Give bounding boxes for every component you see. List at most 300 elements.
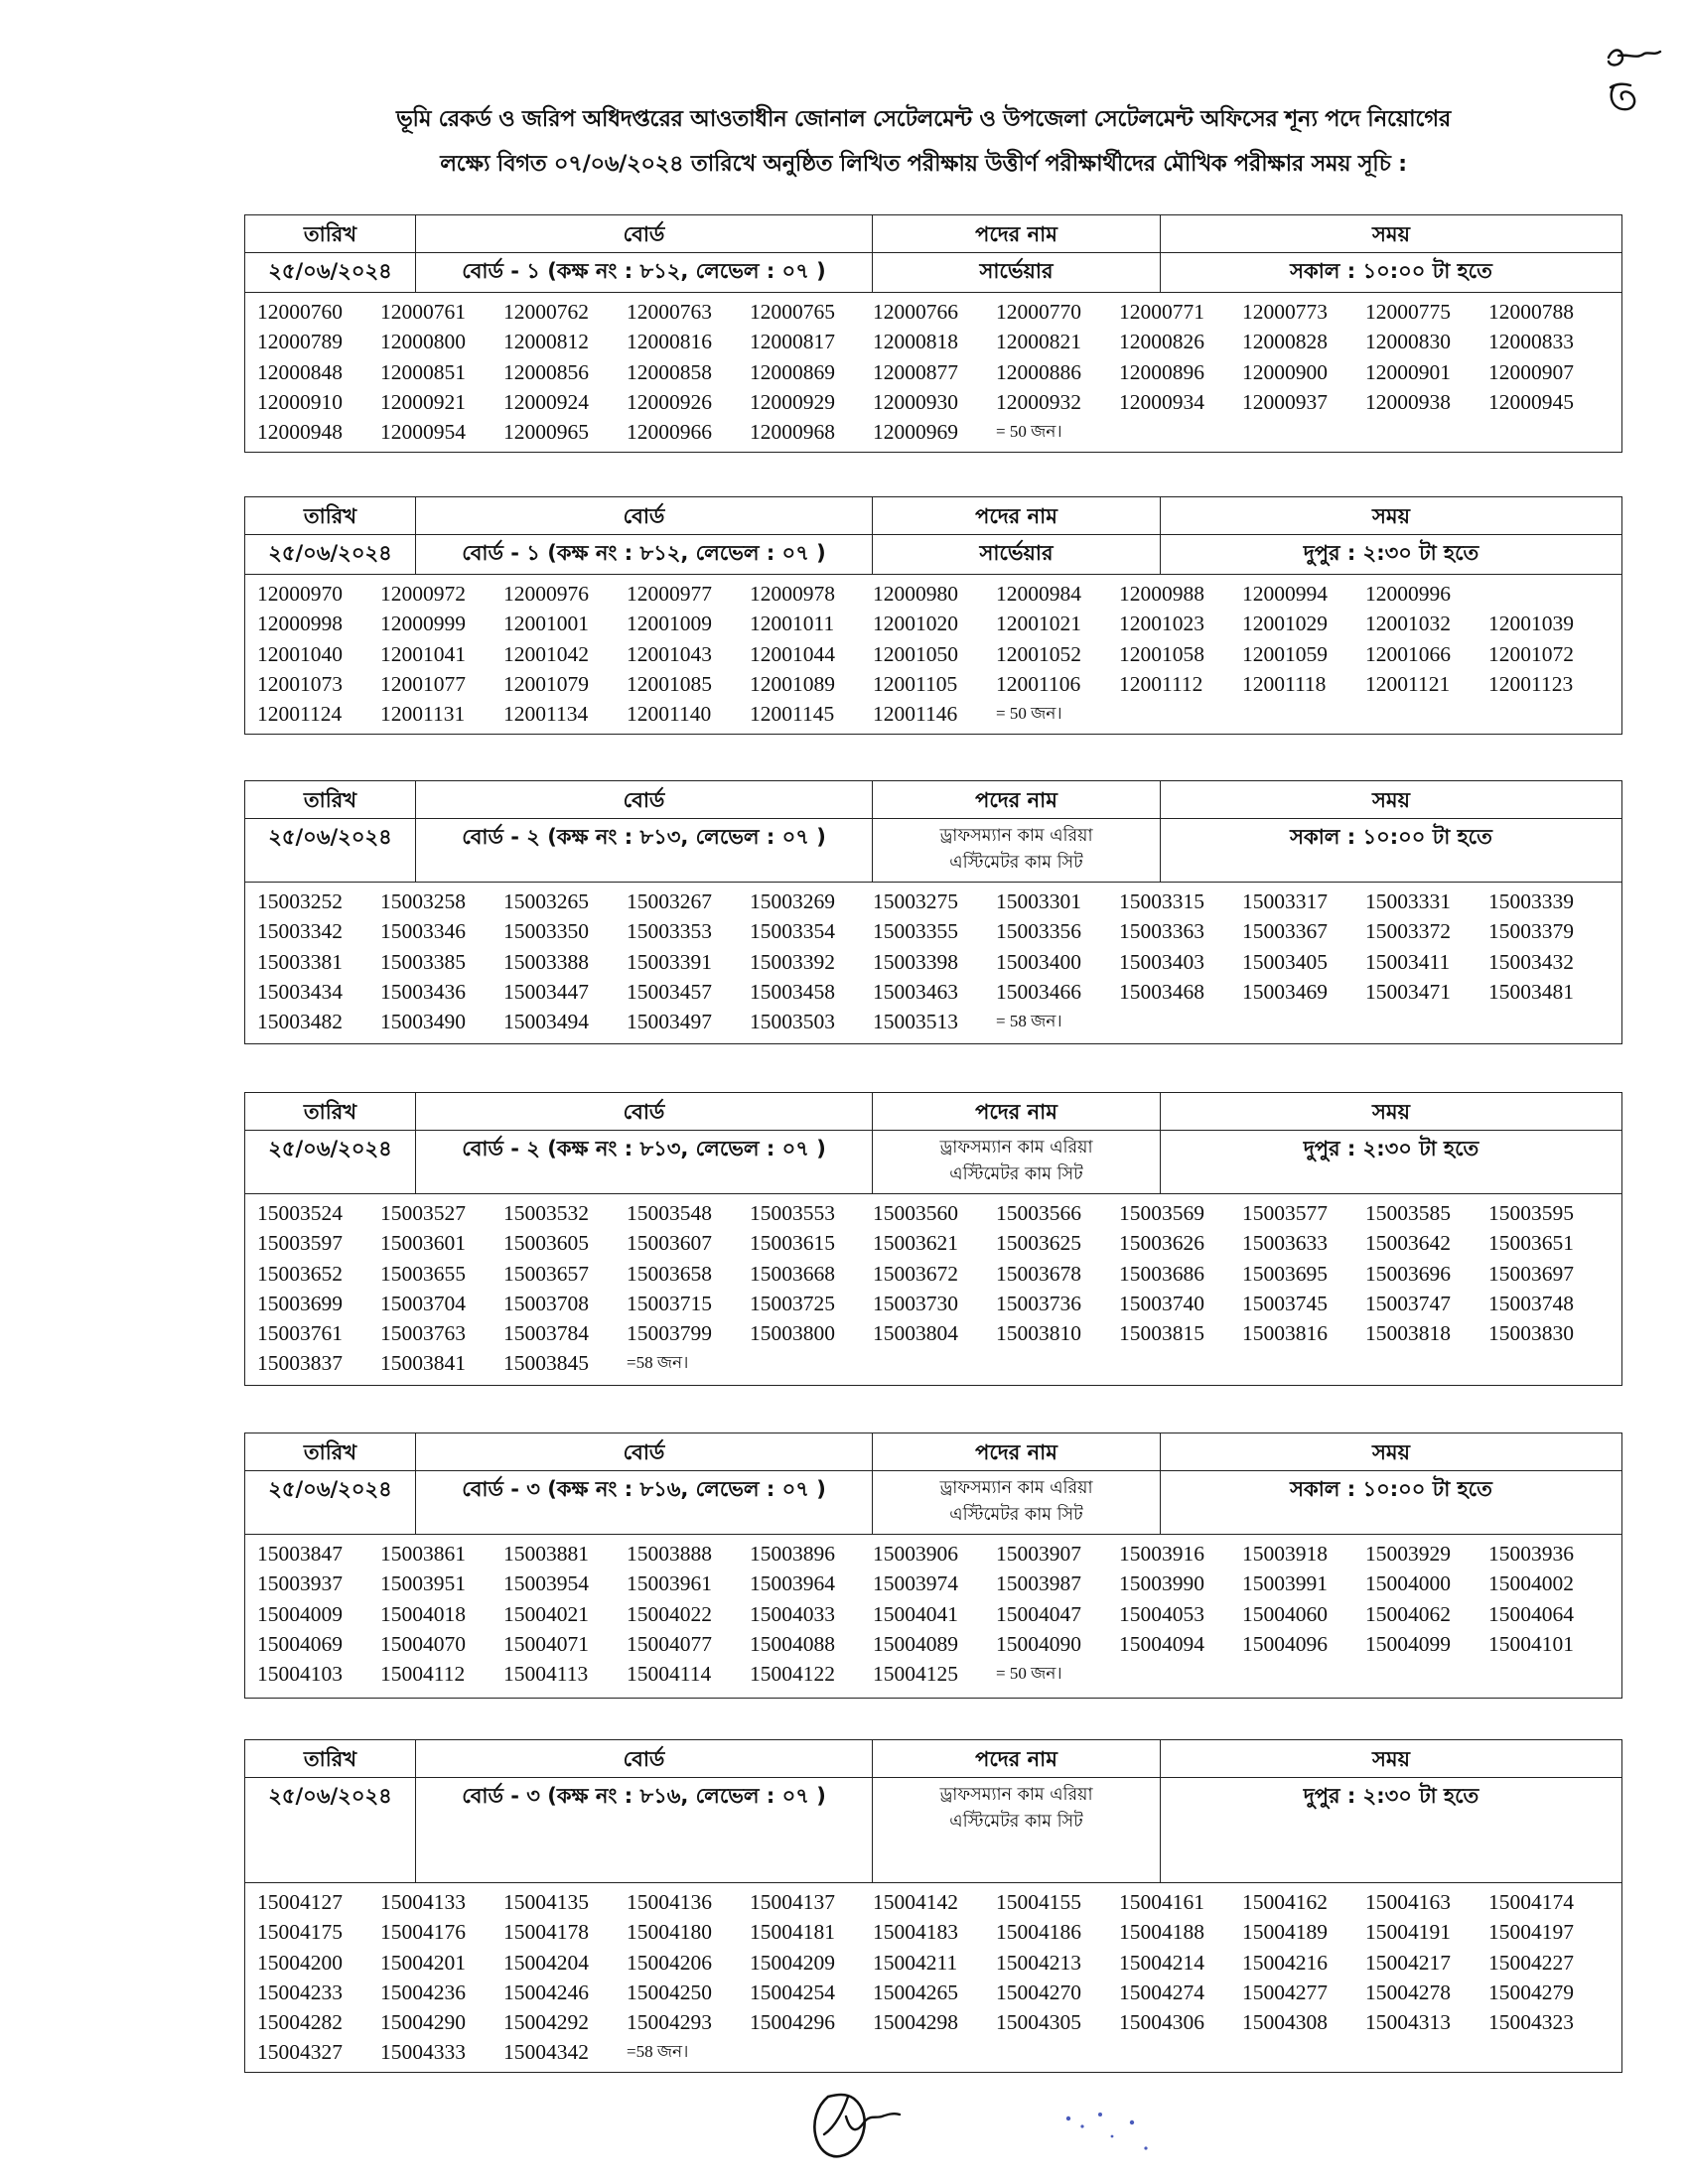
roll-number: 15003497 <box>627 1010 712 1034</box>
roll-number: 15003937 <box>257 1571 343 1596</box>
roll-number: 12000886 <box>996 359 1081 384</box>
roll-number: 15003317 <box>1242 889 1328 913</box>
roll-number: 15003672 <box>873 1261 958 1286</box>
roll-number: 15004053 <box>1119 1601 1204 1626</box>
roll-number: 15003490 <box>380 1010 466 1034</box>
roll-number: 15004342 <box>503 2040 589 2065</box>
roll-number: 12001011 <box>750 612 835 636</box>
roll-number: 12000761 <box>380 300 466 324</box>
post-name <box>873 1131 1161 1193</box>
roll-number: 12000929 <box>750 389 835 414</box>
roll-number: 12000766 <box>873 300 958 324</box>
roll-number-row <box>257 1348 1612 1378</box>
roll-number: 12000856 <box>503 359 589 384</box>
roll-number: 15003436 <box>380 979 466 1004</box>
roll-number: 15003355 <box>873 919 958 944</box>
roll-number: 15003745 <box>1242 1291 1328 1315</box>
roll-number: 15004133 <box>380 1890 466 1914</box>
roll-number: 15003615 <box>750 1231 835 1256</box>
title-line-1: ভূমি রেকর্ড ও জরিপ অধিদপ্তরের আওতাধীন জোনাল সেটেলমেন্ট ও উপজেলা সেটেলমেন্ট অফিসের শূন্য পদে নিয়োগের <box>396 106 1451 132</box>
roll-number: 12000775 <box>1365 300 1451 324</box>
roll-number: 12000948 <box>257 420 343 445</box>
board-header: বোর্ড <box>416 215 873 252</box>
roll-number: 15003595 <box>1488 1201 1574 1225</box>
roll-number: 15003379 <box>1488 919 1574 944</box>
roll-number-row <box>257 609 1612 638</box>
schedule-block <box>244 214 1622 453</box>
board-header: বোর্ড <box>416 497 873 534</box>
roll-number: 15003907 <box>996 1542 1081 1566</box>
post-name-line-1: ড্রাফসম্যান কাম এরিয়া <box>939 1785 1093 1805</box>
roll-number: 12001124 <box>257 702 343 727</box>
exam-time: দুপুর : ২:৩০ টা হতে <box>1303 541 1479 565</box>
roll-number: 12000833 <box>1488 330 1574 354</box>
board-header: বোর্ড <box>416 781 873 818</box>
candidate-total: = 50 জন। <box>996 1664 1062 1684</box>
roll-number: 15003784 <box>503 1321 589 1346</box>
roll-number-row <box>257 1198 1612 1228</box>
roll-number: 15004033 <box>750 1601 835 1626</box>
roll-number: 15004064 <box>1488 1601 1574 1626</box>
roll-number: 15004246 <box>503 1979 589 2004</box>
exam-date: ২৫/০৬/২০২৪ <box>245 1131 416 1193</box>
header-row <box>245 781 1621 819</box>
roll-number: 15004071 <box>503 1631 589 1656</box>
roll-number: 15003524 <box>257 1201 343 1225</box>
roll-number: 15004000 <box>1365 1571 1451 1596</box>
roll-number: 15004041 <box>873 1601 958 1626</box>
roll-number-list <box>245 293 1621 450</box>
roll-number: 12000921 <box>380 389 466 414</box>
roll-number: 15003740 <box>1119 1291 1204 1315</box>
roll-number: 15004176 <box>380 1920 466 1945</box>
roll-number: 15004211 <box>873 1950 958 1975</box>
roll-number: 12001032 <box>1365 612 1451 636</box>
roll-number: 15003704 <box>380 1291 466 1315</box>
roll-number: 15004213 <box>996 1950 1081 1975</box>
roll-number: 12000858 <box>627 359 712 384</box>
roll-number: 12001089 <box>750 671 835 696</box>
roll-number-row <box>257 639 1612 669</box>
roll-number: 15004209 <box>750 1950 835 1975</box>
roll-number: 15003990 <box>1119 1571 1204 1596</box>
roll-number-row <box>257 1978 1612 2007</box>
roll-number: 12000994 <box>1242 582 1328 606</box>
post-name <box>873 1471 1161 1534</box>
schedule-block <box>244 1739 1622 2073</box>
roll-number: 15003697 <box>1488 1261 1574 1286</box>
roll-number: 15004306 <box>1119 2010 1204 2035</box>
roll-number: 15003725 <box>750 1291 835 1315</box>
roll-number: 15003569 <box>1119 1201 1204 1225</box>
roll-number: 15003800 <box>750 1321 835 1346</box>
roll-number: 12000924 <box>503 389 589 414</box>
roll-number: 15004162 <box>1242 1890 1328 1914</box>
info-row <box>245 535 1621 575</box>
roll-number-row <box>257 327 1612 356</box>
roll-number: 15003463 <box>873 979 958 1004</box>
roll-number: 15004070 <box>380 1631 466 1656</box>
post-name-line-1: সার্ভেয়ার <box>979 541 1054 565</box>
roll-number: 15004090 <box>996 1631 1081 1656</box>
roll-number-list <box>245 1194 1621 1382</box>
schedule-block <box>244 1433 1622 1699</box>
roll-number-row <box>257 297 1612 327</box>
schedule-block <box>244 496 1622 735</box>
roll-number: 15003411 <box>1365 949 1451 974</box>
info-row <box>245 1471 1621 1535</box>
roll-number: 15003708 <box>503 1291 589 1315</box>
roll-number: 15003761 <box>257 1321 343 1346</box>
roll-number: 15003696 <box>1365 1261 1451 1286</box>
roll-number-row <box>257 977 1612 1007</box>
roll-number: 12001079 <box>503 671 589 696</box>
roll-number: 15003469 <box>1242 979 1328 1004</box>
roll-number: 15004135 <box>503 1890 589 1914</box>
exam-time: সকাল : ১০:০০ টা হতে <box>1290 1477 1492 1501</box>
roll-number: 15003481 <box>1488 979 1574 1004</box>
post-name <box>873 253 1161 292</box>
info-row <box>245 253 1621 293</box>
roll-number: 15003818 <box>1365 1321 1451 1346</box>
roll-number: 12001040 <box>257 641 343 666</box>
roll-number: 12001146 <box>873 702 958 727</box>
roll-number: 15003466 <box>996 979 1081 1004</box>
roll-number: 12000945 <box>1488 389 1574 414</box>
roll-number: 15003527 <box>380 1201 466 1225</box>
roll-number-row <box>257 1659 1612 1689</box>
roll-number-row <box>257 916 1612 946</box>
roll-number: 12000830 <box>1365 330 1451 354</box>
document-title <box>238 97 1609 187</box>
roll-number-row <box>257 357 1612 387</box>
exam-time: দুপুর : ২:৩০ টা হতে <box>1303 1784 1479 1808</box>
roll-number: 15004206 <box>627 1950 712 1975</box>
roll-number: 12000770 <box>996 300 1081 324</box>
roll-number: 15004127 <box>257 1890 343 1914</box>
roll-number: 15003605 <box>503 1231 589 1256</box>
roll-number: 15004009 <box>257 1601 343 1626</box>
roll-number: 15003398 <box>873 949 958 974</box>
roll-number: 12000968 <box>750 420 835 445</box>
roll-number: 12001058 <box>1119 641 1204 666</box>
roll-number: 15004233 <box>257 1979 343 2004</box>
roll-number: 15003275 <box>873 889 958 913</box>
roll-number: 15003847 <box>257 1542 343 1566</box>
roll-number: 12000877 <box>873 359 958 384</box>
roll-number: 12001042 <box>503 641 589 666</box>
roll-number: 15004113 <box>503 1662 589 1687</box>
roll-number: 15003916 <box>1119 1542 1204 1566</box>
roll-number: 15004178 <box>503 1920 589 1945</box>
roll-number-row <box>257 947 1612 977</box>
roll-number: 15003503 <box>750 1010 835 1034</box>
roll-number: 15003929 <box>1365 1542 1451 1566</box>
roll-number: 15004089 <box>873 1631 958 1656</box>
roll-number: 15003936 <box>1488 1542 1574 1566</box>
roll-number: 15003400 <box>996 949 1081 974</box>
roll-number: 15004077 <box>627 1631 712 1656</box>
roll-number: 12001072 <box>1488 641 1574 666</box>
info-row <box>245 1131 1621 1194</box>
roll-number: 15003633 <box>1242 1231 1328 1256</box>
roll-number: 15004292 <box>503 2010 589 2035</box>
roll-number: 15003354 <box>750 919 835 944</box>
roll-number-row <box>257 1917 1612 1947</box>
exam-time: সকাল : ১০:০০ টা হতে <box>1290 825 1492 849</box>
roll-number: 15003652 <box>257 1261 343 1286</box>
post-name-line-2: এস্টিমেটর কাম সিট <box>949 1164 1083 1184</box>
roll-number: 15003748 <box>1488 1291 1574 1315</box>
roll-number: 15003626 <box>1119 1231 1204 1256</box>
roll-number: 15004163 <box>1365 1890 1451 1914</box>
roll-number: 15004282 <box>257 2010 343 2035</box>
roll-number: 12000788 <box>1488 300 1574 324</box>
roll-number: 15004189 <box>1242 1920 1328 1945</box>
roll-number: 15003458 <box>750 979 835 1004</box>
post-name <box>873 535 1161 574</box>
roll-number: 15003265 <box>503 889 589 913</box>
roll-number-row <box>257 887 1612 916</box>
post-header: পদের নাম <box>873 1433 1161 1470</box>
roll-number: 12000900 <box>1242 359 1328 384</box>
roll-number: 15003816 <box>1242 1321 1328 1346</box>
roll-number: 15003346 <box>380 919 466 944</box>
roll-number: 15003881 <box>503 1542 589 1566</box>
exam-date: ২৫/০৬/২০২৪ <box>245 253 416 292</box>
roll-number-row <box>257 669 1612 699</box>
roll-number: 15004161 <box>1119 1890 1204 1914</box>
date-header: তারিখ <box>245 215 416 252</box>
roll-number: 12000984 <box>996 582 1081 606</box>
roll-number: 12000800 <box>380 330 466 354</box>
roll-number: 15004181 <box>750 1920 835 1945</box>
roll-number: 15004069 <box>257 1631 343 1656</box>
post-header: পদের নাম <box>873 781 1161 818</box>
roll-number: 15004062 <box>1365 1601 1451 1626</box>
roll-number: 15003388 <box>503 949 589 974</box>
roll-number: 12000999 <box>380 612 466 636</box>
date-header: তারিখ <box>245 497 416 534</box>
time-header: সময় <box>1372 221 1410 246</box>
roll-number: 15003799 <box>627 1321 712 1346</box>
roll-number: 15003494 <box>503 1010 589 1034</box>
roll-number: 15004188 <box>1119 1920 1204 1945</box>
roll-number: 15004186 <box>996 1920 1081 1945</box>
board-name: বোর্ড - ২ (কক্ষ নং : ৮১৩, লেভেল : ০৭ ) <box>416 819 873 882</box>
roll-number: 15004094 <box>1119 1631 1204 1656</box>
roll-number: 15003432 <box>1488 949 1574 974</box>
post-name-line-1: ড্রাফসম্যান কাম এরিয়া <box>939 1478 1093 1498</box>
roll-number: 15003468 <box>1119 979 1204 1004</box>
roll-number-list <box>245 1535 1621 1692</box>
board-header: বোর্ড <box>416 1093 873 1130</box>
roll-number: 15003301 <box>996 889 1081 913</box>
roll-number: 15003668 <box>750 1261 835 1286</box>
roll-number: 12001039 <box>1488 612 1574 636</box>
roll-number: 15003686 <box>1119 1261 1204 1286</box>
roll-number: 15004047 <box>996 1601 1081 1626</box>
info-row <box>245 819 1621 883</box>
roll-number: 15004002 <box>1488 1571 1574 1596</box>
time-header: সময় <box>1372 787 1410 812</box>
roll-number: 12000996 <box>1365 582 1451 606</box>
roll-number: 12001050 <box>873 641 958 666</box>
roll-number: 15004270 <box>996 1979 1081 2004</box>
roll-number: 15004018 <box>380 1601 466 1626</box>
roll-number: 15003566 <box>996 1201 1081 1225</box>
roll-number: 12000930 <box>873 389 958 414</box>
roll-number: 15003918 <box>1242 1542 1328 1566</box>
post-name-line-2: এস্টিমেটর কাম সিট <box>949 853 1083 873</box>
header-row <box>245 497 1621 535</box>
roll-number: 15003951 <box>380 1571 466 1596</box>
roll-number: 15003810 <box>996 1321 1081 1346</box>
roll-number: 12000932 <box>996 389 1081 414</box>
roll-number: 15003651 <box>1488 1231 1574 1256</box>
date-header: তারিখ <box>245 1740 416 1777</box>
exam-date: ২৫/০৬/২০২৪ <box>245 819 416 882</box>
roll-number: 12000910 <box>257 389 343 414</box>
roll-number: 12001121 <box>1365 671 1451 696</box>
roll-number: 12000869 <box>750 359 835 384</box>
roll-number-row <box>257 1007 1612 1036</box>
roll-number: 15004197 <box>1488 1920 1574 1945</box>
roll-number: 15004278 <box>1365 1979 1451 2004</box>
roll-number: 15004096 <box>1242 1631 1328 1656</box>
roll-number: 15003339 <box>1488 889 1574 913</box>
roll-number: 12000907 <box>1488 359 1574 384</box>
candidate-total: =58 জন। <box>627 1353 689 1373</box>
roll-number: 15003252 <box>257 889 343 913</box>
roll-number-row <box>257 1599 1612 1629</box>
exam-date: ২৫/০৬/২০২৪ <box>245 1778 416 1882</box>
roll-number: 12001009 <box>627 612 712 636</box>
roll-number: 15003381 <box>257 949 343 974</box>
roll-number: 15003987 <box>996 1571 1081 1596</box>
roll-number: 15004137 <box>750 1890 835 1914</box>
post-header: পদের নাম <box>873 1740 1161 1777</box>
roll-number: 15004274 <box>1119 1979 1204 2004</box>
roll-number: 15004298 <box>873 2010 958 2035</box>
header-row <box>245 1093 1621 1131</box>
time-header: সময় <box>1372 503 1410 528</box>
roll-number: 15004022 <box>627 1601 712 1626</box>
candidate-total: = 58 জন। <box>996 1012 1062 1031</box>
info-row <box>245 1778 1621 1883</box>
roll-number: 12001131 <box>380 702 466 727</box>
roll-number: 15003657 <box>503 1261 589 1286</box>
roll-number: 15003385 <box>380 949 466 974</box>
roll-number: 15004125 <box>873 1662 958 1687</box>
roll-number: 15004327 <box>257 2040 343 2065</box>
roll-number: 12000828 <box>1242 330 1328 354</box>
roll-number: 12000763 <box>627 300 712 324</box>
post-name-line-2: এস্টিমেটর কাম সিট <box>949 1812 1083 1832</box>
roll-number: 15004227 <box>1488 1950 1574 1975</box>
roll-number: 12000821 <box>996 330 1081 354</box>
roll-number: 15004175 <box>257 1920 343 1945</box>
roll-number: 12000818 <box>873 330 958 354</box>
roll-number: 15004277 <box>1242 1979 1328 2004</box>
roll-number: 15004308 <box>1242 2010 1328 2035</box>
roll-number: 12001077 <box>380 671 466 696</box>
signature-with-stamp <box>784 2057 1241 2184</box>
roll-number: 15003861 <box>380 1542 466 1566</box>
candidate-total: =58 জন। <box>627 2042 689 2062</box>
roll-number: 12000771 <box>1119 300 1204 324</box>
header-row <box>245 215 1621 253</box>
post-name-line-2: এস্টিমেটর কাম সিট <box>949 1505 1083 1525</box>
roll-number: 15004180 <box>627 1920 712 1945</box>
roll-number: 12000826 <box>1119 330 1204 354</box>
roll-number-row <box>257 1539 1612 1569</box>
roll-number: 15004112 <box>380 1662 466 1687</box>
roll-number: 15003356 <box>996 919 1081 944</box>
roll-number: 15003699 <box>257 1291 343 1315</box>
roll-number: 15003736 <box>996 1291 1081 1315</box>
roll-number: 15003888 <box>627 1542 712 1566</box>
roll-number: 12000972 <box>380 582 466 606</box>
candidate-total: = 50 জন। <box>996 422 1062 442</box>
roll-number: 15004174 <box>1488 1890 1574 1914</box>
roll-number-row <box>257 1228 1612 1258</box>
header-row <box>245 1433 1621 1471</box>
roll-number: 12001085 <box>627 671 712 696</box>
roll-number: 12000901 <box>1365 359 1451 384</box>
roll-number: 15003367 <box>1242 919 1328 944</box>
board-name: বোর্ড - ১ (কক্ষ নং : ৮১২, লেভেল : ০৭ ) <box>416 253 873 292</box>
roll-number: 12000978 <box>750 582 835 606</box>
roll-number: 15004313 <box>1365 2010 1451 2035</box>
roll-number-list <box>245 575 1621 732</box>
time-header: সময় <box>1372 1439 1410 1464</box>
roll-number: 15003607 <box>627 1231 712 1256</box>
roll-number: 12001066 <box>1365 641 1451 666</box>
roll-number-row <box>257 579 1612 609</box>
roll-number: 15003269 <box>750 889 835 913</box>
roll-number: 15003585 <box>1365 1201 1451 1225</box>
roll-number: 15003837 <box>257 1351 343 1376</box>
roll-number: 15003457 <box>627 979 712 1004</box>
roll-number: 12000969 <box>873 420 958 445</box>
roll-number: 15003815 <box>1119 1321 1204 1346</box>
roll-number: 15003715 <box>627 1291 712 1315</box>
roll-number: 12001020 <box>873 612 958 636</box>
date-header: তারিখ <box>245 781 416 818</box>
roll-number: 15003621 <box>873 1231 958 1256</box>
roll-number: 15003553 <box>750 1201 835 1225</box>
roll-number: 15004191 <box>1365 1920 1451 1945</box>
roll-number: 15003655 <box>380 1261 466 1286</box>
roll-number: 15003350 <box>503 919 589 944</box>
roll-number: 15003625 <box>996 1231 1081 1256</box>
board-name: বোর্ড - ১ (কক্ষ নং : ৮১২, লেভেল : ০৭ ) <box>416 535 873 574</box>
handwritten-page-mark <box>1601 44 1664 129</box>
roll-number: 15003513 <box>873 1010 958 1034</box>
roll-number: 12000851 <box>380 359 466 384</box>
roll-number: 15004293 <box>627 2010 712 2035</box>
roll-number: 15004183 <box>873 1920 958 1945</box>
time-header: সময় <box>1372 1746 1410 1771</box>
roll-number: 15004136 <box>627 1890 712 1914</box>
roll-number: 15003991 <box>1242 1571 1328 1596</box>
roll-number: 15003392 <box>750 949 835 974</box>
roll-number: 12001021 <box>996 612 1081 636</box>
roll-number: 15004305 <box>996 2010 1081 2035</box>
roll-number-row <box>257 1259 1612 1289</box>
roll-number: 15004122 <box>750 1662 835 1687</box>
